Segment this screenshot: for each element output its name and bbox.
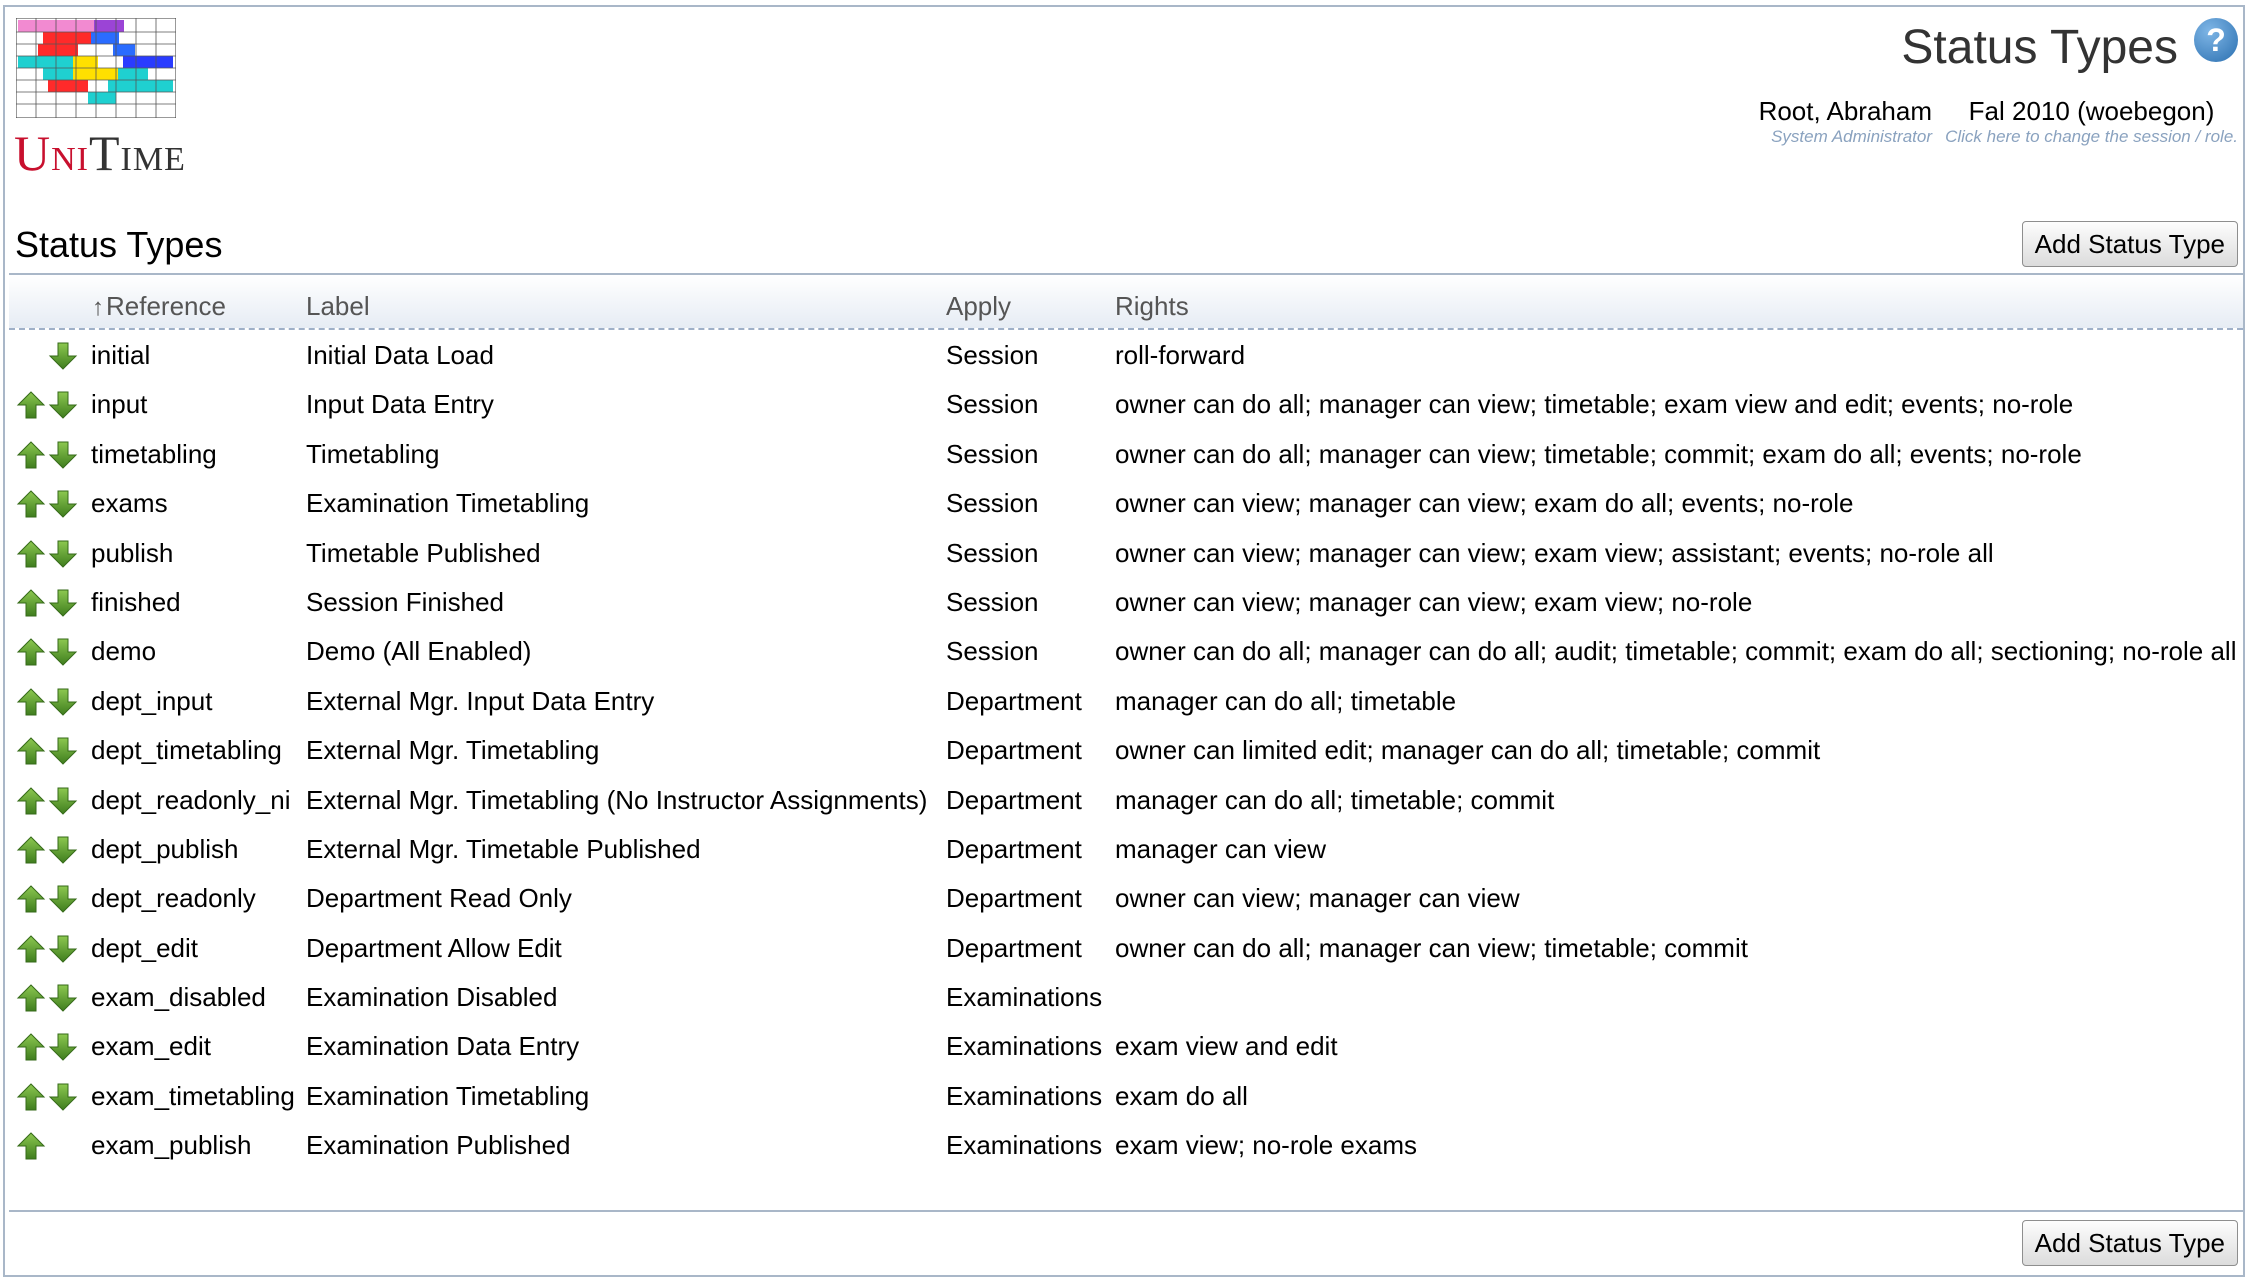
page-title: Status Types [1901,21,2178,74]
cell-apply: Examinations [946,982,1103,1013]
cell-label: External Mgr. Input Data Entry [306,685,655,716]
move-down-icon[interactable] [48,588,78,618]
cell-apply: Session [946,586,1039,617]
move-up-icon[interactable] [16,539,46,569]
cell-reference: initial [91,340,151,370]
table-row[interactable] [9,1024,2243,1073]
cell-apply: Session [946,438,1039,469]
section-title: Status Types [15,224,223,265]
move-down-icon[interactable] [48,687,78,717]
cell-label: Department Allow Edit [306,932,562,963]
move-up-icon[interactable] [16,687,46,717]
cell-rights: owner can view; manager can view; exam view; assistant; events; no-role all [1115,537,1994,568]
move-down-icon[interactable] [48,637,78,667]
logo-grid-icon [16,18,176,118]
table-row[interactable] [9,481,2243,530]
move-down-icon[interactable] [48,440,78,470]
table-header [9,275,2243,330]
cell-label: Initial Data Load [306,340,494,370]
table-row[interactable] [9,333,2243,382]
cell-rights: manager can do all; timetable [1115,685,1457,716]
cell-reference: input [91,389,148,420]
move-up-icon[interactable] [16,1131,46,1161]
cell-apply: Session [946,636,1039,667]
cell-apply: Session [946,389,1039,420]
cell-label: Timetable Published [306,537,541,568]
cell-rights: owner can do all; manager can do all; audit; timetable; commit; exam do all; sectioning; no-role all [1115,636,2237,667]
sort-ascending-icon: ↑ [92,294,104,321]
table-row[interactable] [9,432,2243,481]
cell-rights: exam view; no-role exams [1115,1130,1417,1161]
status-types-table [9,333,2243,1173]
table-row[interactable] [9,975,2243,1024]
session-hint[interactable]: Click here to change the session / role. [1945,127,2238,146]
move-down-icon[interactable] [48,884,78,914]
user-role: System Administrator [1771,127,1932,146]
cell-rights: manager can view [1115,833,1326,864]
unitime-logo[interactable] [14,16,186,181]
table-row[interactable] [9,679,2243,728]
move-down-icon[interactable] [48,390,78,420]
cell-apply: Department [946,784,1082,815]
add-status-type-button[interactable]: Add Status Type [2022,221,2238,267]
cell-rights: roll-forward [1115,340,1246,370]
cell-label: External Mgr. Timetabling [306,735,600,766]
help-icon[interactable]: ? [2194,18,2238,62]
cell-label: Examination Published [306,1130,571,1161]
cell-reference: exam_timetabling [91,1080,295,1111]
session-name[interactable]: Fal 2010 (woebegon) [1968,96,2215,126]
move-up-icon[interactable] [16,934,46,964]
move-down-icon[interactable] [48,341,78,371]
move-up-icon[interactable] [16,489,46,519]
table-row[interactable] [9,1123,2243,1172]
cell-apply: Department [946,883,1082,914]
move-up-icon[interactable] [16,835,46,865]
table-row[interactable] [9,778,2243,827]
move-up-icon[interactable] [16,390,46,420]
cell-rights: manager can do all; timetable; commit [1115,784,1555,815]
cell-reference: exams [91,488,168,519]
cell-apply: Examinations [946,1130,1103,1161]
cell-label: Examination Data Entry [306,1031,580,1062]
cell-apply: Session [946,340,1039,370]
cell-rights: exam view and edit [1115,1031,1338,1062]
logo-wordmark: UNITIME [14,125,186,181]
cell-rights: exam do all [1115,1080,1248,1111]
cell-reference: publish [91,537,174,568]
move-down-icon[interactable] [48,1032,78,1062]
cell-rights: owner can view; manager can view [1115,883,1520,914]
user-info [1759,96,1932,147]
cell-label: Examination Disabled [306,982,558,1013]
move-up-icon[interactable] [16,1032,46,1062]
move-down-icon[interactable] [48,489,78,519]
cell-rights: owner can limited edit; manager can do all; timetable; commit [1115,735,1821,766]
cell-apply: Session [946,488,1039,519]
table-row[interactable] [9,876,2243,925]
table-row[interactable] [9,926,2243,975]
column-header-apply[interactable]: Apply [946,291,1012,321]
cell-reference: demo [91,636,157,667]
cell-reference: finished [91,586,181,617]
cell-reference: dept_timetabling [91,735,282,766]
column-header-reference[interactable]: ↑Reference [92,291,226,321]
cell-apply: Examinations [946,1031,1103,1062]
cell-reference: timetabling [91,438,217,469]
move-down-icon[interactable] [48,786,78,816]
cell-apply: Department [946,833,1082,864]
cell-label: Examination Timetabling [306,1080,590,1111]
table-row[interactable] [9,827,2243,876]
move-down-icon[interactable] [48,1082,78,1112]
cell-reference: dept_readonly_ni [91,784,291,815]
cell-apply: Department [946,735,1082,766]
cell-label: External Mgr. Timetabling (No Instructor Assignments) [306,784,928,815]
move-down-icon[interactable] [48,934,78,964]
cell-reference: dept_publish [91,833,239,864]
cell-reference: exam_disabled [91,982,266,1013]
cell-label: Department Read Only [306,883,572,914]
cell-apply: Session [946,537,1039,568]
move-up-icon[interactable] [16,1082,46,1112]
cell-rights: owner can do all; manager can view; timetable; commit [1115,932,1748,963]
cell-label: Demo (All Enabled) [306,636,532,667]
table-row[interactable] [9,629,2243,678]
move-down-icon[interactable] [48,835,78,865]
move-up-icon[interactable] [16,588,46,618]
cell-rights: owner can view; manager can view; exam do all; events; no-role [1115,488,1854,519]
cell-label: Timetabling [306,438,440,469]
column-header-label[interactable]: Label [306,291,370,321]
cell-rights: owner can do all; manager can view; timetable; exam view and edit; events; no-role [1115,389,2074,420]
move-up-icon[interactable] [16,786,46,816]
table-row[interactable] [9,728,2243,777]
table-row[interactable] [9,382,2243,431]
table-row[interactable] [9,1074,2243,1123]
cell-label: Session Finished [306,586,504,617]
user-name: Root, Abraham [1758,96,1932,126]
move-up-icon[interactable] [16,983,46,1013]
table-row[interactable] [9,580,2243,629]
cell-apply: Department [946,685,1082,716]
cell-label: External Mgr. Timetable Published [306,833,701,864]
move-down-icon[interactable] [48,736,78,766]
cell-rights: owner can view; manager can view; exam view; no-role [1115,586,1753,617]
cell-reference: dept_edit [91,932,198,963]
move-up-icon[interactable] [16,637,46,667]
add-status-type-button-bottom[interactable]: Add Status Type [2022,1220,2238,1266]
cell-rights: owner can do all; manager can view; timetable; commit; exam do all; events; no-role [1115,438,2082,469]
column-header-rights[interactable]: Rights [1115,291,1189,321]
move-up-icon[interactable] [16,736,46,766]
session-selector[interactable] [1945,96,2238,147]
footer-divider [9,1210,2243,1212]
cell-reference: exam_edit [91,1031,211,1062]
table-row[interactable] [9,531,2243,580]
cell-reference: dept_readonly [91,883,256,914]
move-up-icon[interactable] [16,440,46,470]
cell-apply: Examinations [946,1080,1103,1111]
move-down-icon[interactable] [48,539,78,569]
cell-reference: exam_publish [91,1130,252,1161]
move-up-icon[interactable] [16,884,46,914]
cell-apply: Department [946,932,1082,963]
cell-reference: dept_input [91,685,213,716]
move-down-icon[interactable] [48,983,78,1013]
cell-label: Examination Timetabling [306,488,590,519]
cell-label: Input Data Entry [306,389,494,420]
